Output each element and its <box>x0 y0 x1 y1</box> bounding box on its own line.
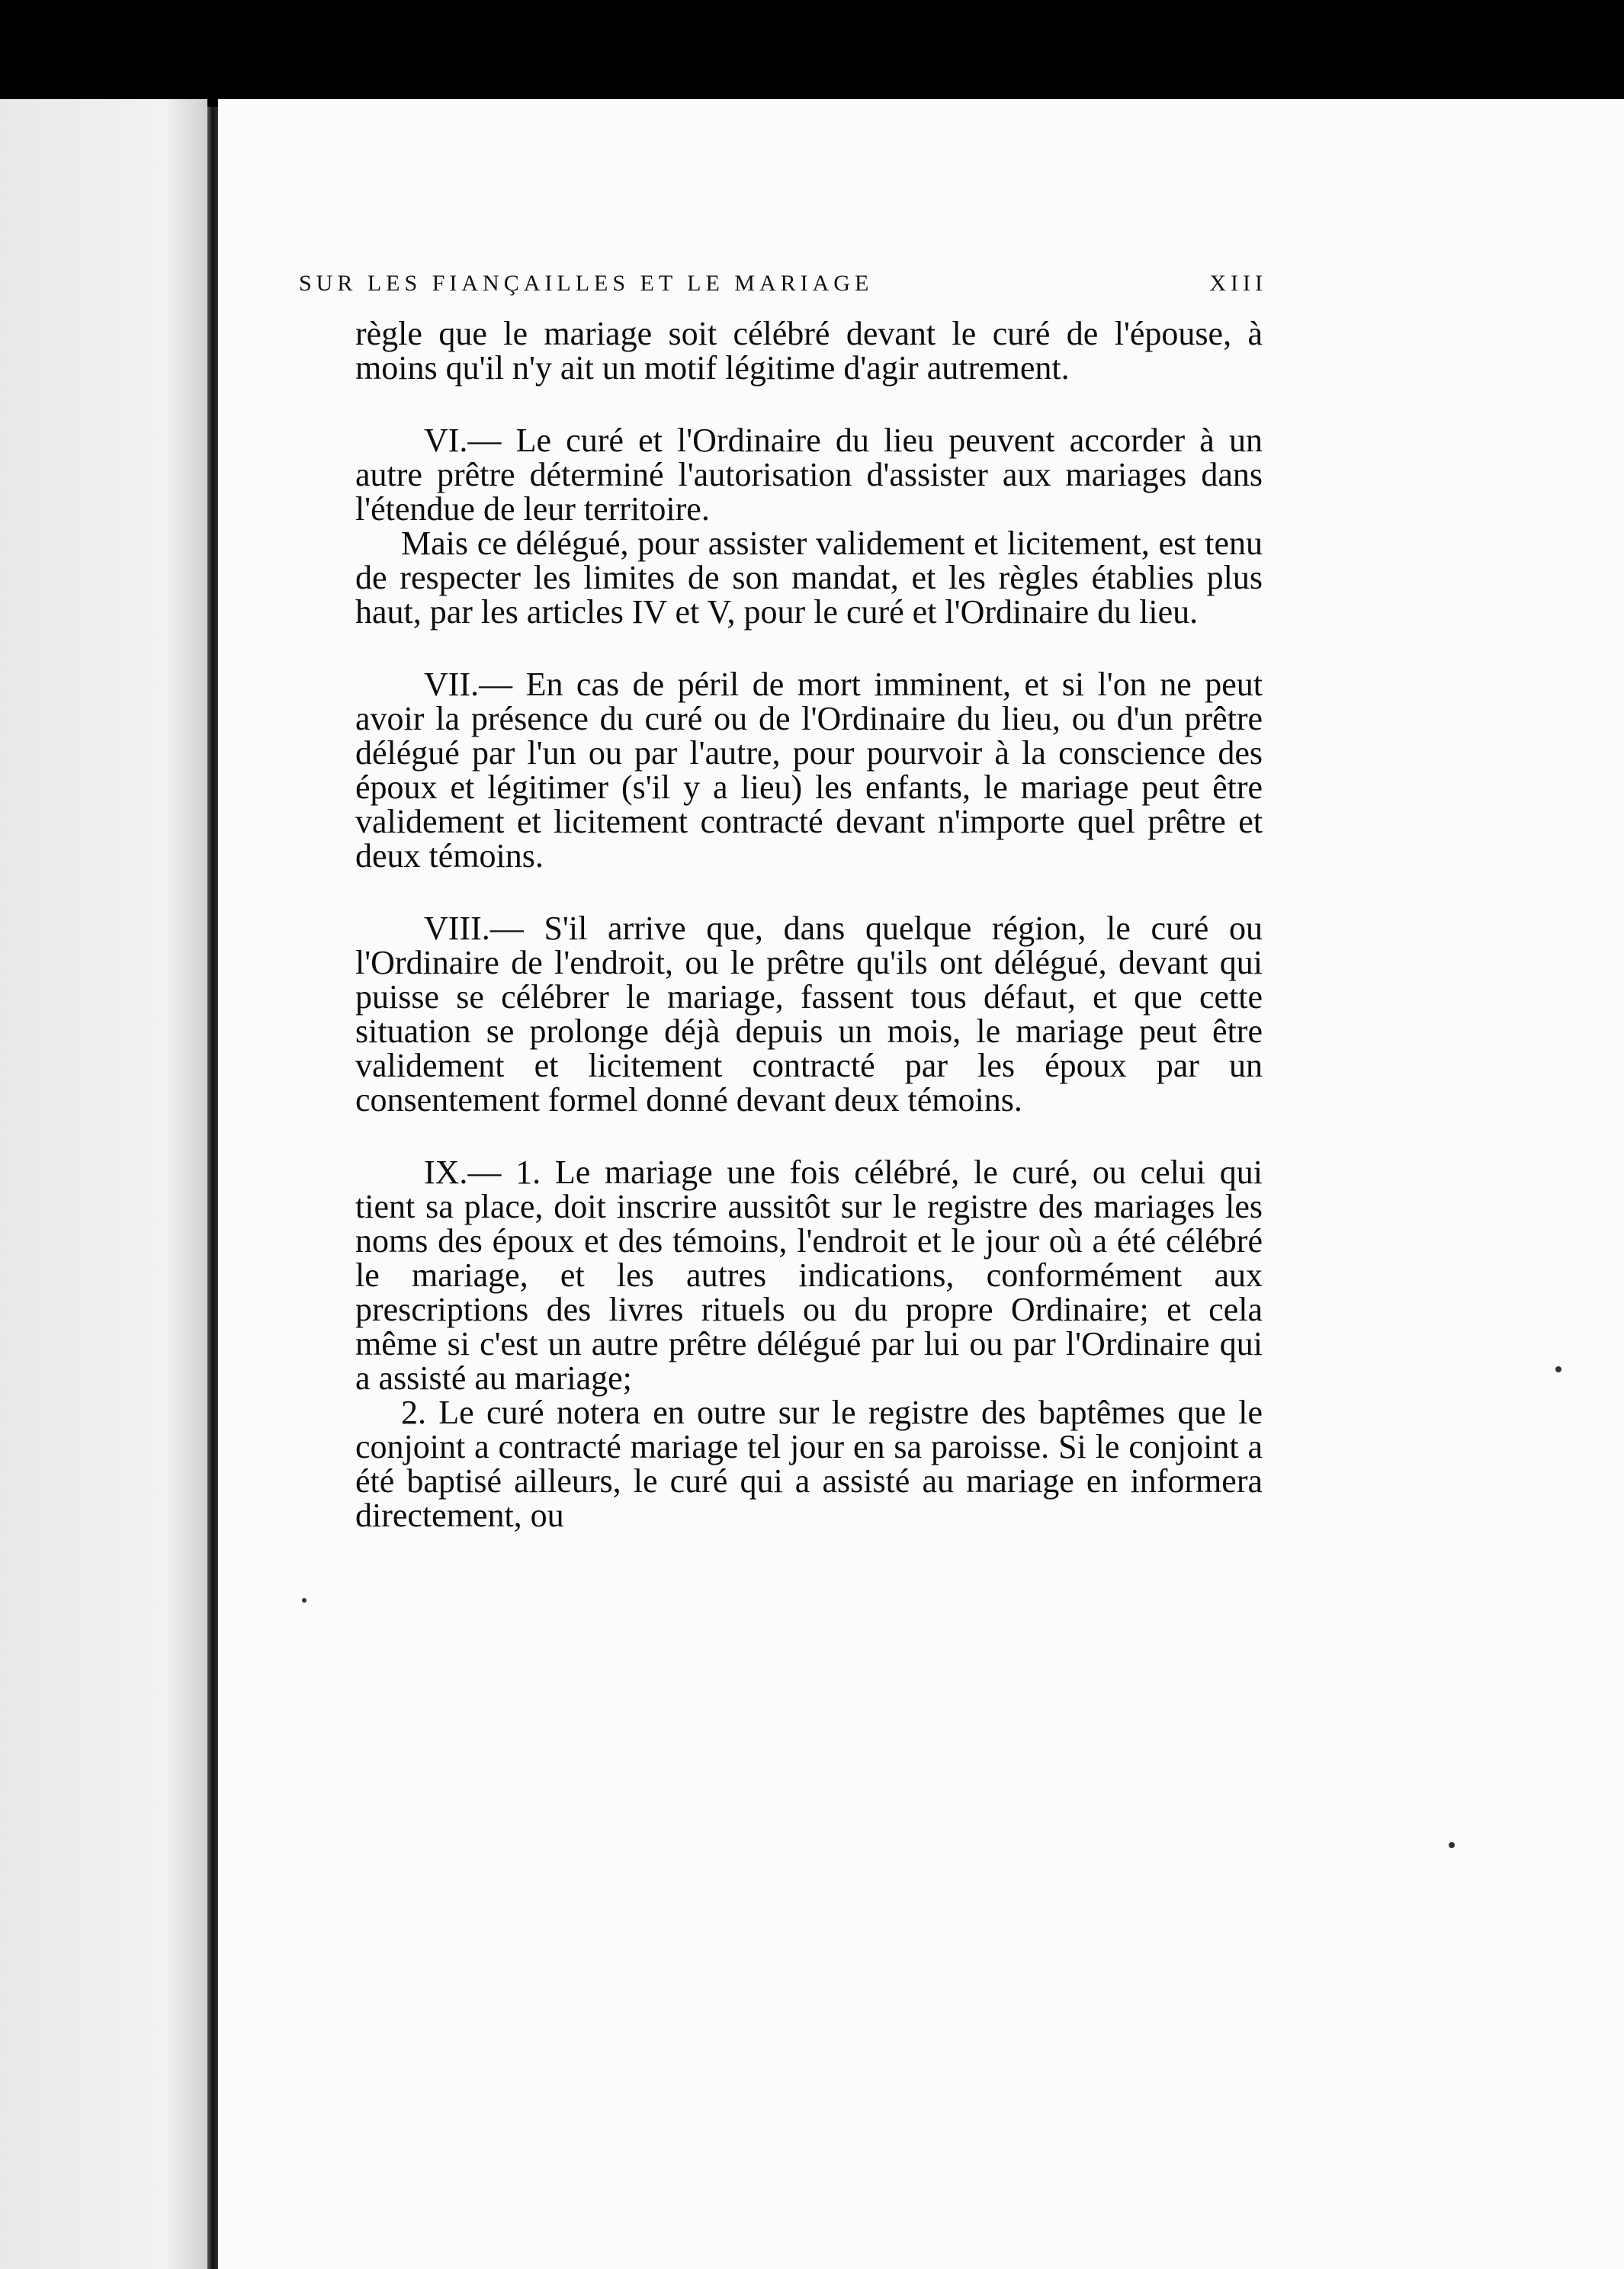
article-ix-2: 2. Le curé notera en outre sur le registre des baptêmes que le conjoint a contracté mariage tel jour en sa paroisse. Si le conjoint a été baptisé ailleurs, le curé qui a assisté au mariage en informera directement, ou <box>355 1394 1263 1534</box>
facing-page-edge <box>0 99 207 2269</box>
running-head <box>299 271 1267 297</box>
scan-speck <box>302 1598 307 1603</box>
article-ix-1: IX.— 1. Le mariage une fois célébré, le curé, ou celui qui tient sa place, doit inscrire aussitôt sur le registre des mariages les noms des époux et des témoins, l'endroit et le jour où a été célébré le mariage, et les autres indications, conformément aux prescriptions des livres rituels ou du propre Ordinaire; et cela même si c'est un autre prêtre délégué par lui ou par l'Ordinaire qui a assisté au mariage; <box>355 1154 1263 1397</box>
article-vii: VII.— En cas de péril de mort imminent, et si l'on ne peut avoir la présence du curé ou de l'Ordinaire du lieu, ou d'un prêtre délégué par l'un ou par l'autre, pour pourvoir à la conscience des époux et légitimer (s'il y a lieu) les enfants, le mariage peut être validement et licitement contracté devant n'importe quel prêtre et deux témoins. <box>355 666 1263 875</box>
scan-speck <box>1449 1842 1455 1848</box>
page-number: XIII <box>1209 271 1267 296</box>
running-head-title: SUR LES FIANÇAILLES ET LE MARIAGE <box>299 271 874 296</box>
article-vi-continuation: Mais ce délégué, pour assister validement et licitement, est tenu de respecter les limites de son mandat, et les règles établies plus haut, par les articles IV et V, pour le curé et l'Ordinaire du lieu. <box>355 525 1263 631</box>
book-gutter <box>207 107 218 2269</box>
body-text <box>355 316 1263 1532</box>
paragraph-continuation: règle que le mariage soit célébré devant le curé de l'épouse, à moins qu'il n'y ait un motif légitime d'agir autrement. <box>355 315 1263 387</box>
article-viii: VIII.— S'il arrive que, dans quelque région, le curé ou l'Ordinaire de l'endroit, ou le prêtre qu'ils ont délégué, devant qui puisse se célébrer le mariage, fassent tous défaut, et que cette situation se prolonge déjà depuis un mois, le mariage peut être validement et licitement contracté par les époux par un consentement formel donné devant deux témoins. <box>355 910 1263 1118</box>
scan-speck <box>1555 1366 1561 1372</box>
article-vi: VI.— Le curé et l'Ordinaire du lieu peuvent accorder à un autre prêtre déterminé l'autorisation d'assister aux mariages dans l'étendue de leur territoire. <box>355 422 1263 528</box>
scan-top-border <box>0 0 1624 99</box>
